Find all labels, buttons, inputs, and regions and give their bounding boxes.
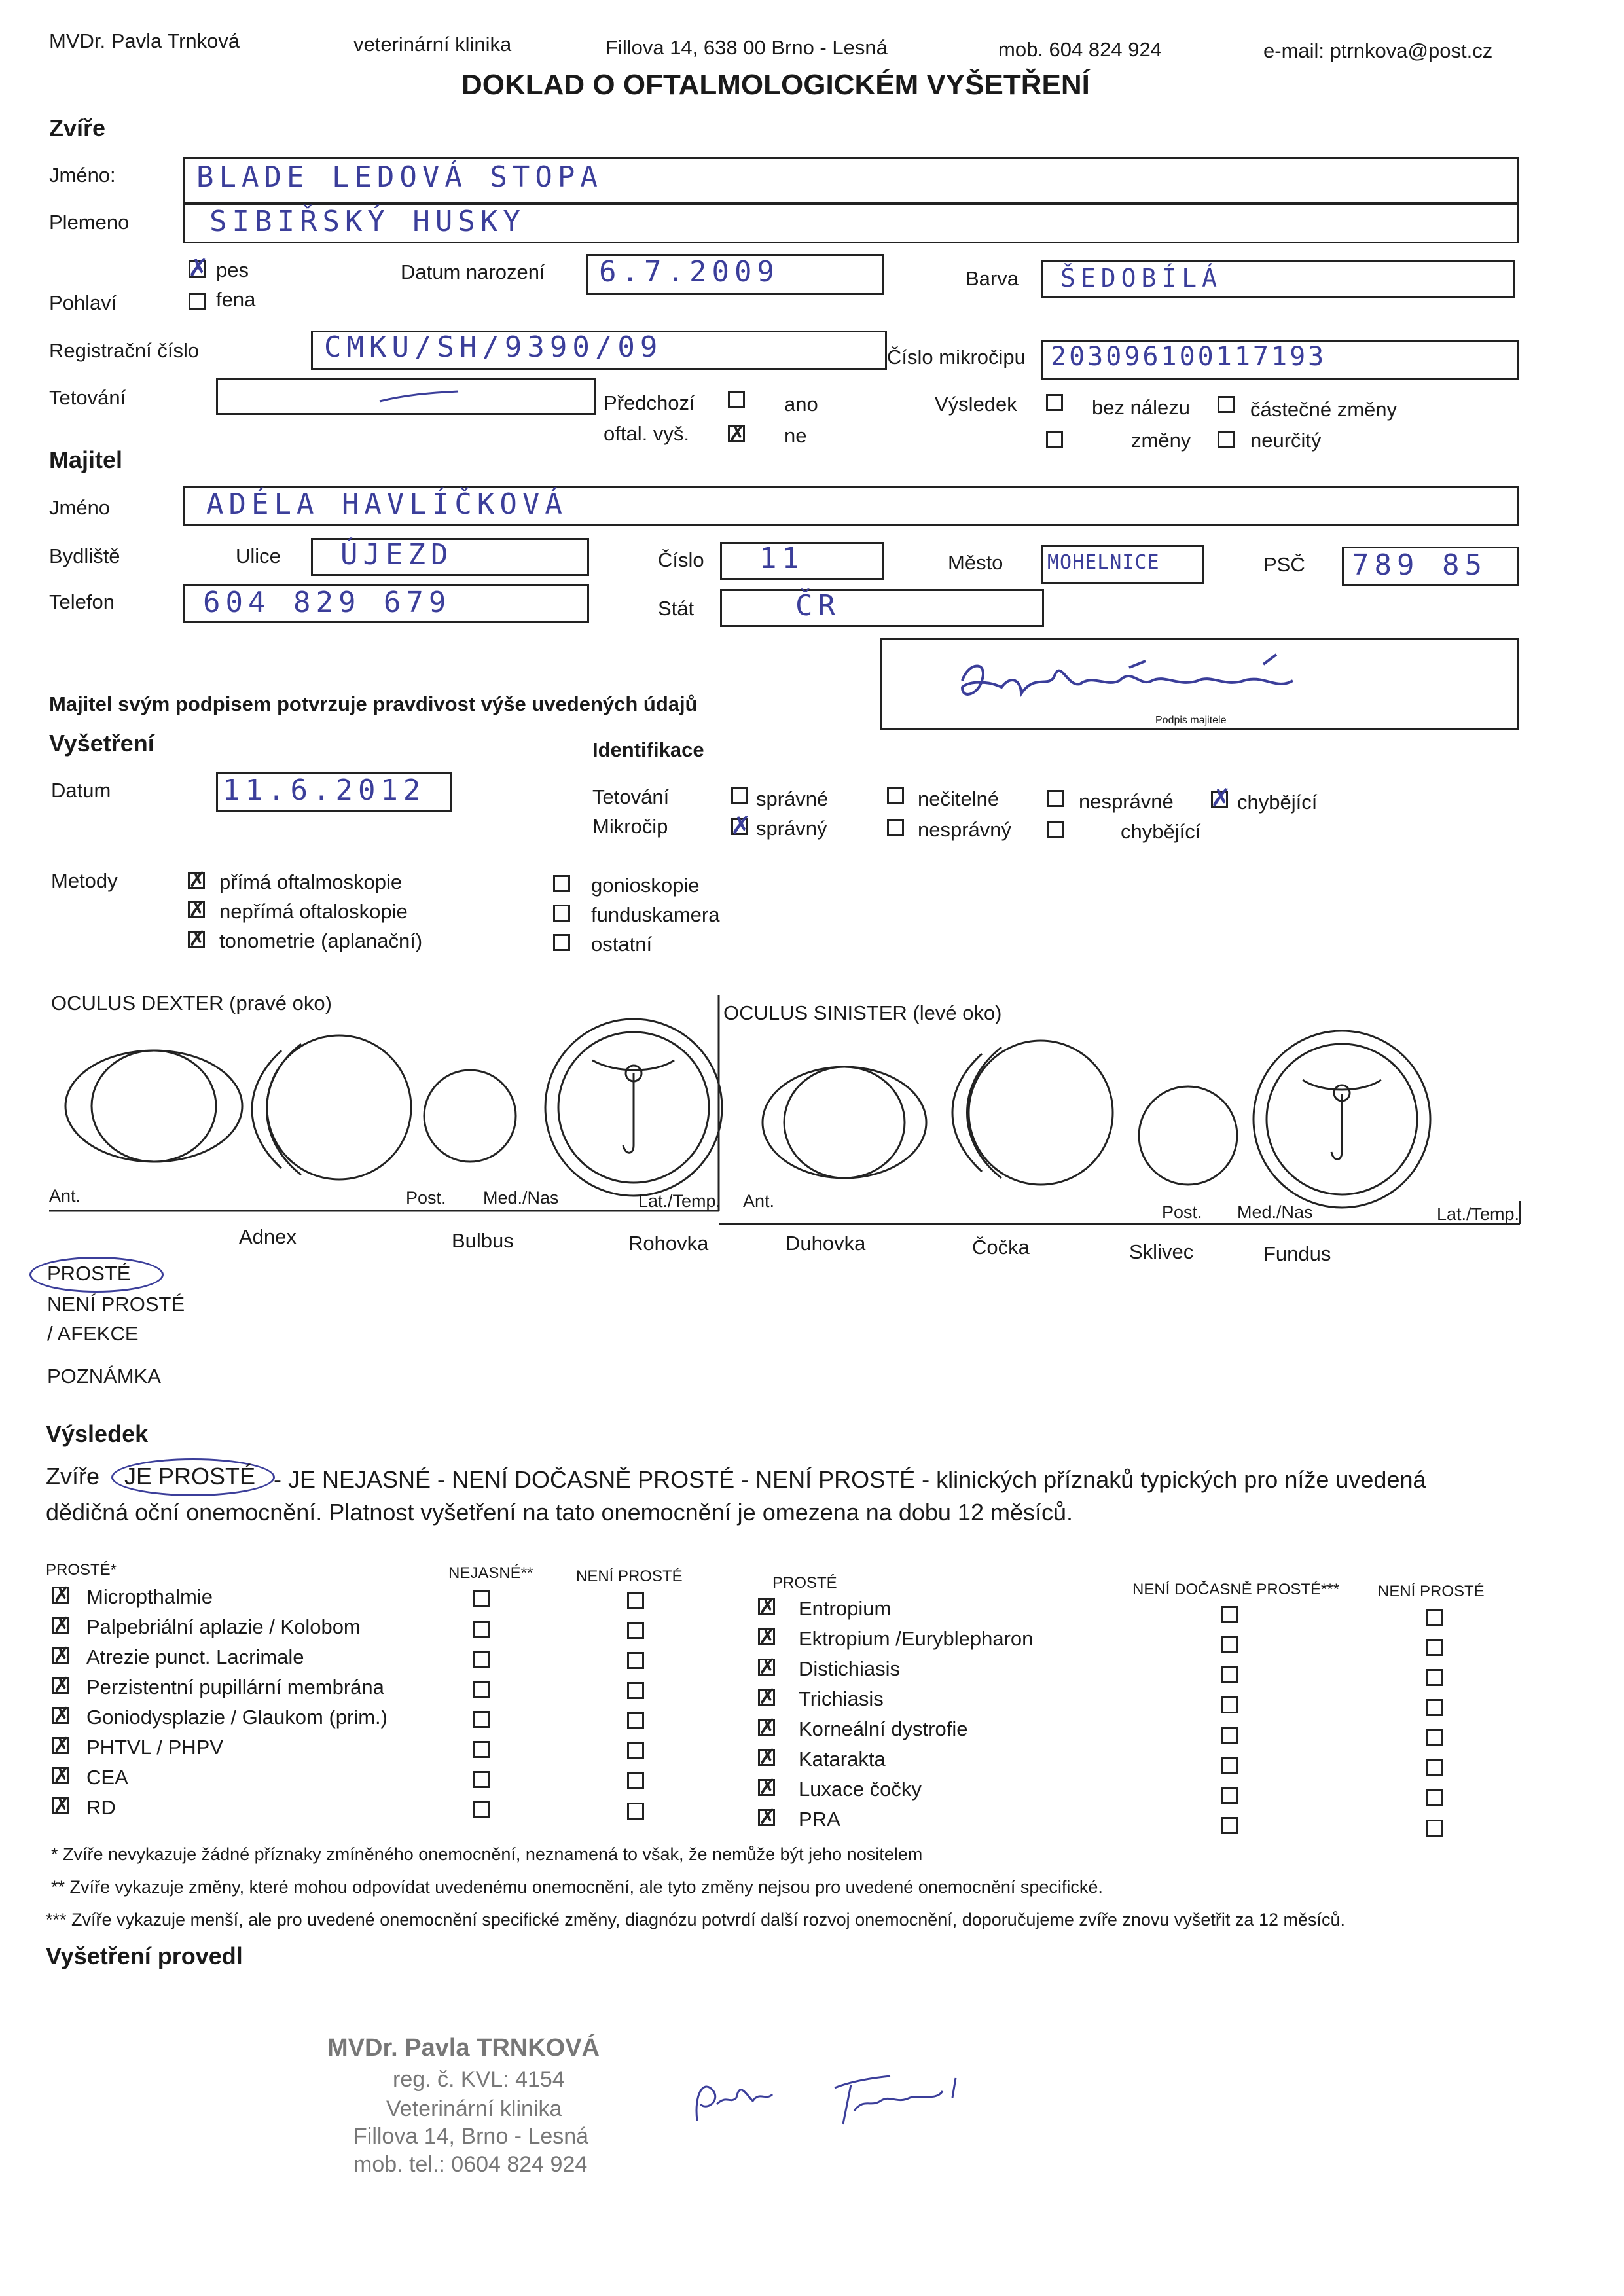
right-temp-checkbox-3[interactable] — [1221, 1666, 1238, 1683]
left-unclear-checkbox-7[interactable] — [473, 1771, 490, 1788]
left-not-free-checkbox-5[interactable] — [627, 1712, 644, 1729]
zip-label: PSČ — [1263, 553, 1305, 576]
left-not-free-checkbox-7[interactable] — [627, 1772, 644, 1789]
dob-label: Datum narození — [401, 260, 545, 283]
footnote-1: * Zvíře nevykazuje žádné příznaky zmíněného onemocnění, neznamená to však, že nemůže být jeho nositelem — [51, 1844, 923, 1864]
methods-label: Metody — [51, 869, 118, 892]
animal-name-label: Jméno: — [49, 164, 116, 187]
right-not-free-checkbox-6[interactable] — [1426, 1759, 1443, 1776]
right-header-not-free: NENÍ PROSTÉ — [1378, 1583, 1485, 1600]
ident-chip-label: Mikročip — [592, 815, 668, 838]
status-affection: / AFEKCE — [47, 1322, 139, 1345]
result-is-free: JE PROSTÉ — [124, 1463, 256, 1490]
prev-exam-no-label: ne — [784, 424, 807, 447]
sex-label: Pohlaví — [49, 291, 117, 314]
right-not-free-checkbox-8[interactable] — [1426, 1820, 1443, 1837]
stamp-line-3: Veterinární klinika — [386, 2096, 562, 2121]
left-not-free-checkbox-2[interactable] — [627, 1622, 644, 1639]
state-value: ČR — [795, 589, 840, 622]
left-header-free: PROSTÉ* — [46, 1561, 117, 1579]
method-tonometry-label: tonometrie (aplanační) — [219, 929, 423, 952]
left-not-free-checkbox-4[interactable] — [627, 1682, 644, 1699]
chip-label: Číslo mikročipu — [887, 346, 1026, 368]
method-funduscamera-label: funduskamera — [591, 903, 720, 926]
page-title: DOKLAD O OFTALMOLOGICKÉM VYŠETŘENÍ — [461, 69, 1090, 101]
left-not-free-checkbox-1[interactable] — [627, 1592, 644, 1609]
od-lat-label: Lat./Temp. — [638, 1191, 721, 1211]
exam-section-title: Vyšetření — [49, 730, 154, 757]
left-not-free-checkbox-3[interactable] — [627, 1652, 644, 1669]
os-label: OCULUS SINISTER (levé oko) — [723, 1001, 1002, 1024]
left-not-free-checkbox-8[interactable] — [627, 1803, 644, 1820]
left-disease-5: Goniodysplazie / Glaukom (prim.) — [86, 1706, 388, 1729]
residence-label: Bydliště — [49, 545, 120, 567]
left-unclear-checkbox-6[interactable] — [473, 1741, 490, 1758]
number-label: Číslo — [658, 548, 704, 571]
res-changes-label: změny — [1131, 429, 1191, 452]
left-unclear-checkbox-1[interactable] — [473, 1590, 490, 1607]
right-temp-checkbox-2[interactable] — [1221, 1636, 1238, 1653]
right-free-checkbox-8[interactable] — [758, 1809, 775, 1826]
right-not-free-checkbox-3[interactable] — [1426, 1669, 1443, 1686]
ident-tattoo-label: Tetování — [592, 785, 670, 808]
result-section-title: Výsledek — [46, 1420, 149, 1447]
breed-label: Plemeno — [49, 211, 130, 234]
res-no-finding-label: bez nálezu — [1092, 396, 1190, 419]
right-temp-checkbox-7[interactable] — [1221, 1787, 1238, 1804]
left-disease-6: PHTVL / PHPV — [86, 1736, 224, 1759]
os-med-label: Med./Nas — [1237, 1202, 1313, 1222]
right-not-free-checkbox-4[interactable] — [1426, 1699, 1443, 1716]
chip-correct-label: správný — [756, 817, 827, 840]
right-free-checkbox-2[interactable] — [758, 1628, 775, 1645]
sex-female-label: fena — [216, 288, 256, 311]
chip-value: 203096100117193 — [1051, 342, 1327, 372]
left-unclear-checkbox-4[interactable] — [473, 1681, 490, 1698]
part-fundus: Fundus — [1263, 1242, 1331, 1265]
left-free-checkbox-7[interactable] — [52, 1767, 69, 1784]
result-options: - JE NEJASNÉ - NENÍ DOČASNĚ PROSTÉ - NENÍ PROSTÉ - klinických příznaků typických pro níže uvedená — [274, 1466, 1426, 1493]
od-label: OCULUS DEXTER (pravé oko) — [51, 992, 332, 1014]
os-post-label: Post. — [1162, 1202, 1202, 1222]
res-partial-label: částečné změny — [1250, 398, 1397, 421]
left-header-unclear: NEJASNÉ** — [448, 1564, 533, 1582]
tattoo-correct-label: správné — [756, 787, 829, 810]
part-adnex: Adnex — [239, 1225, 297, 1248]
stamp-line-2: reg. č. KVL: 4154 — [393, 2067, 565, 2092]
state-label: Stát — [658, 597, 695, 620]
stamp-line-4: Fillova 14, Brno - Lesná — [353, 2124, 589, 2149]
part-lens: Čočka — [972, 1236, 1030, 1259]
result-animal: Zvíře — [46, 1463, 100, 1490]
city-value: MOHELNICE — [1047, 551, 1160, 574]
owner-name-label: Jméno — [49, 496, 111, 519]
eye-note-label: POZNÁMKA — [47, 1365, 161, 1388]
left-not-free-checkbox-6[interactable] — [627, 1742, 644, 1759]
left-disease-8: RD — [86, 1796, 116, 1819]
breed-value: SIBIŘSKÝ HUSKY — [209, 205, 526, 238]
phone-value: 604 829 679 — [203, 586, 452, 619]
right-temp-checkbox-5[interactable] — [1221, 1727, 1238, 1744]
status-free: PROSTÉ — [47, 1262, 131, 1285]
left-free-checkbox-1[interactable] — [52, 1587, 69, 1604]
part-vitreous: Sklivec — [1129, 1240, 1194, 1263]
left-unclear-checkbox-8[interactable] — [473, 1801, 490, 1818]
left-unclear-checkbox-2[interactable] — [473, 1621, 490, 1638]
left-free-checkbox-6[interactable] — [52, 1737, 69, 1754]
right-not-free-checkbox-5[interactable] — [1426, 1729, 1443, 1746]
header-address: Fillova 14, 638 00 Brno - Lesná — [605, 36, 888, 59]
left-disease-4: Perzistentní pupillární membrána — [86, 1676, 384, 1698]
right-not-free-checkbox-2[interactable] — [1426, 1639, 1443, 1656]
right-temp-checkbox-4[interactable] — [1221, 1696, 1238, 1713]
left-unclear-checkbox-5[interactable] — [473, 1711, 490, 1728]
method-indirect-label: nepřímá oftaloskopie — [219, 900, 408, 923]
performed-by-label: Vyšetření provedl — [46, 1943, 243, 1969]
right-free-checkbox-3[interactable] — [758, 1659, 775, 1676]
right-free-checkbox-6[interactable] — [758, 1749, 775, 1766]
prev-exam-yes-label: ano — [784, 393, 818, 416]
part-cornea: Rohovka — [628, 1232, 709, 1255]
color-label: Barva — [965, 267, 1019, 290]
prev-exam-label-2: oftal. vyš. — [604, 422, 689, 445]
left-free-checkbox-4[interactable] — [52, 1677, 69, 1694]
method-gonioscopy-label: gonioskopie — [591, 874, 700, 897]
street-value: ÚJEZD — [340, 538, 454, 571]
header-email: e-mail: ptrnkova@post.cz — [1263, 39, 1493, 62]
right-free-checkbox-5[interactable] — [758, 1719, 775, 1736]
dob-value: 6.7.2009 — [599, 255, 780, 289]
signature-caption: Podpis majitele — [1155, 715, 1227, 726]
chip-incorrect-label: nesprávný — [918, 818, 1012, 841]
left-header-not-free: NENÍ PROSTÉ — [576, 1568, 683, 1585]
left-disease-1: Micropthalmie — [86, 1585, 213, 1608]
right-disease-2: Ektropium /Euryblepharon — [799, 1627, 1034, 1650]
owner-name-value: ADÉLA HAVLÍČKOVÁ — [206, 488, 568, 521]
status-not-free: NENÍ PROSTÉ — [47, 1293, 185, 1316]
phone-label: Telefon — [49, 590, 115, 613]
right-header-temp-not-free: NENÍ DOČASNĚ PROSTÉ*** — [1132, 1581, 1340, 1598]
header-mobile: mob. 604 824 924 — [998, 38, 1162, 61]
exam-date-value: 11.6.2012 — [223, 774, 426, 807]
od-med-label: Med./Nas — [483, 1188, 559, 1208]
reg-value: CMKU/SH/9390/09 — [324, 331, 663, 364]
part-iris: Duhovka — [785, 1232, 866, 1255]
owner-section-title: Majitel — [49, 446, 123, 473]
ident-label: Identifikace — [592, 738, 704, 761]
os-ant-label: Ant. — [743, 1191, 775, 1211]
chip-missing-label: chybějící — [1121, 820, 1201, 843]
right-free-checkbox-7[interactable] — [758, 1779, 775, 1796]
zip-value: 789 85 — [1352, 548, 1487, 582]
tattoo-label: Tetování — [49, 386, 126, 409]
right-temp-checkbox-6[interactable] — [1221, 1757, 1238, 1774]
number-value: 11 — [759, 542, 804, 575]
right-disease-7: Luxace čočky — [799, 1778, 922, 1801]
od-post-label: Post. — [406, 1188, 446, 1208]
reg-label: Registrační číslo — [49, 339, 200, 362]
result-label: Výsledek — [935, 393, 1017, 416]
right-disease-5: Korneální dystrofie — [799, 1717, 968, 1740]
tattoo-incorrect-label: nesprávné — [1079, 790, 1174, 813]
right-disease-4: Trichiasis — [799, 1687, 884, 1710]
right-not-free-checkbox-1[interactable] — [1426, 1609, 1443, 1626]
owner-statement: Majitel svým podpisem potvrzuje pravdivost výše uvedených údajů — [49, 692, 698, 715]
animal-section-title: Zvíře — [49, 115, 106, 141]
left-free-checkbox-8[interactable] — [52, 1797, 69, 1814]
city-label: Město — [948, 551, 1003, 574]
left-disease-7: CEA — [86, 1766, 128, 1789]
color-value: ŠEDOBÍLÁ — [1060, 264, 1223, 293]
animal-name-value: BLADE LEDOVÁ STOPA — [196, 160, 603, 194]
method-direct-label: přímá oftalmoskopie — [219, 870, 403, 893]
street-label: Ulice — [236, 545, 281, 567]
left-disease-2: Palpebriální aplazie / Kolobom — [86, 1615, 361, 1638]
result-line2: dědičná oční onemocnění. Platnost vyšetření na tato onemocnění je omezena na dobu 12 měsíců. — [46, 1499, 1074, 1526]
right-temp-checkbox-1[interactable] — [1221, 1606, 1238, 1623]
header-clinic: veterinární klinika — [353, 33, 512, 56]
prev-exam-label-1: Předchozí — [604, 391, 695, 414]
right-disease-3: Distichiasis — [799, 1657, 901, 1680]
part-bulbus: Bulbus — [452, 1229, 514, 1252]
exam-date-label: Datum — [51, 779, 111, 802]
left-unclear-checkbox-3[interactable] — [473, 1651, 490, 1668]
right-disease-1: Entropium — [799, 1597, 892, 1620]
stamp-line-5: mob. tel.: 0604 824 924 — [353, 2152, 588, 2177]
os-lat-label: Lat./Temp. — [1437, 1204, 1520, 1224]
method-other-label: ostatní — [591, 933, 653, 956]
left-disease-3: Atrezie punct. Lacrimale — [86, 1645, 304, 1668]
od-ant-label: Ant. — [49, 1186, 81, 1206]
right-disease-8: PRA — [799, 1808, 840, 1831]
tattoo-missing-label: chybějící — [1237, 791, 1318, 814]
stamp-line-1: MVDr. Pavla TRNKOVÁ — [327, 2034, 600, 2062]
sex-male-label: pes — [216, 259, 249, 281]
right-not-free-checkbox-7[interactable] — [1426, 1789, 1443, 1806]
footnote-2: ** Zvíře vykazuje změny, které mohou odpovídat uvedenému onemocnění, ale tyto změny nejsou pro uvedené onemocnění specifické. — [51, 1877, 1103, 1897]
left-free-checkbox-2[interactable] — [52, 1617, 69, 1634]
right-header-free: PROSTÉ — [772, 1574, 837, 1592]
res-unclear-label: neurčitý — [1250, 429, 1322, 452]
left-free-checkbox-5[interactable] — [52, 1707, 69, 1724]
footnote-3: *** Zvíře vykazuje menší, ale pro uvedené onemocnění specifické změny, diagnózu potvrdí další rozvoj onemocnění, doporučujeme zvíře znovu vyšetřit za 12 měsíců. — [46, 1910, 1346, 1929]
right-free-checkbox-4[interactable] — [758, 1689, 775, 1706]
right-disease-6: Katarakta — [799, 1748, 886, 1770]
left-free-checkbox-3[interactable] — [52, 1647, 69, 1664]
right-free-checkbox-1[interactable] — [758, 1598, 775, 1615]
right-temp-checkbox-8[interactable] — [1221, 1817, 1238, 1834]
header-vet-name: MVDr. Pavla Trnková — [49, 29, 240, 52]
tattoo-illegible-label: nečitelné — [918, 787, 1000, 810]
